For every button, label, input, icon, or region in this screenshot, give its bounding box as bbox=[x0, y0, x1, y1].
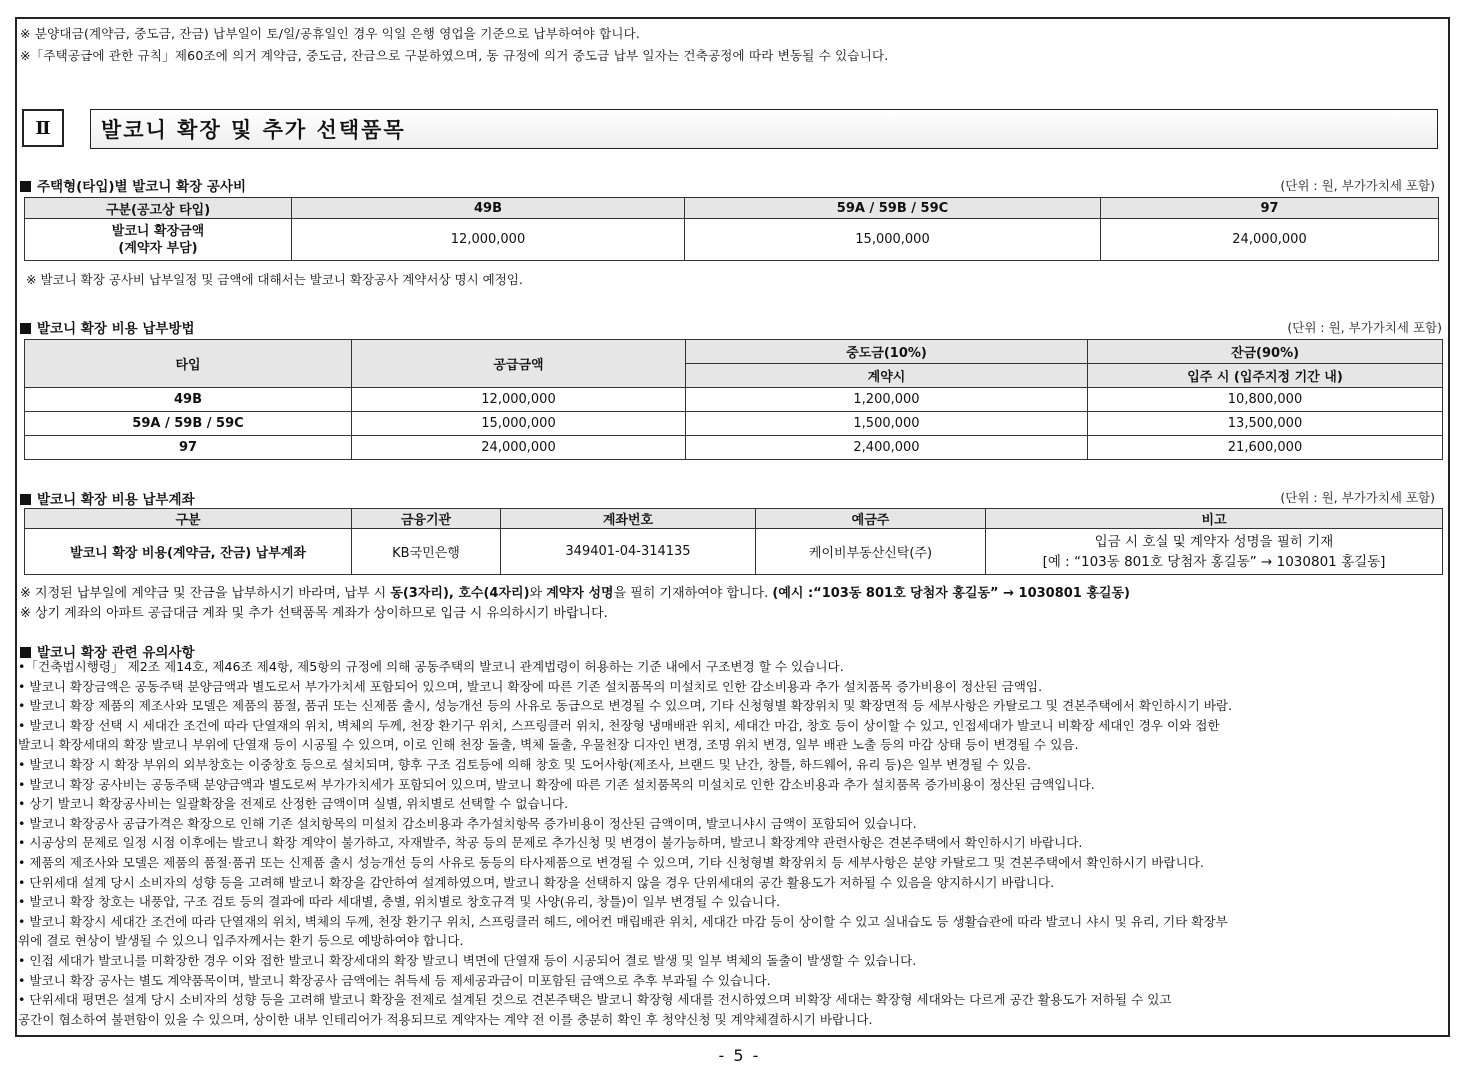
table2-header-balance: 잔금(90%) bbox=[1088, 340, 1443, 364]
table-row: 발코니 확장 비용(계약금, 잔금) 납부계좌 KB국민은행 349401-04-314135 케이비부동산신탁(주) 입금 시 호실 및 계약자 성명을 필히 기재 [예 : “103동 801호 당첨자 홍길동” → 1030801 홍길동] bbox=[25, 529, 1443, 575]
table-row: 49B 12,000,000 1,200,000 10,800,000 bbox=[25, 388, 1443, 412]
list-item: 발코니 확장세대의 확장 발코니 부위에 단열재 등이 시공될 수 있으며, 이로 인해 천장 돌출, 벽체 돌출, 우물천장 디자인 변경, 조명 위치 변경, 일부 배관 노출 등의 마감 상태 등이 변경될 수 있음. bbox=[18, 737, 1079, 753]
list-item: • 발코니 확장 창호는 내풍압, 구조 검토 등의 결과에 따라 세대별, 층별, 위치별로 창호규격 및 사양(유리, 창틀)이 일부 변경될 수 있습니다. bbox=[18, 894, 781, 910]
table2-header-type: 타입 bbox=[25, 340, 352, 388]
list-item: • 발코니 확장 공사는 별도 계약품목이며, 발코니 확장공사 금액에는 취득세 등 제세공과금이 미포함된 금액으로 추후 부과될 수 있습니다. bbox=[18, 972, 771, 988]
table1-row-label: 발코니 확장금액 (계약자 부담) bbox=[25, 219, 292, 261]
top-note-1: ※ 분양대금(계약금, 중도금, 잔금) 납부일이 토/일/공휴일인 경우 익일 은행 영업을 기준으로 납부하여야 합니다. bbox=[20, 26, 641, 41]
table1-header-cell: 49B bbox=[292, 198, 685, 219]
table1-value-cell: 12,000,000 bbox=[292, 219, 685, 261]
table3-header-cell: 금융기관 bbox=[352, 509, 501, 529]
cautions-list bbox=[18, 657, 1232, 1029]
list-item: • 단위세대 평면은 설계 당시 소비자의 성향 등을 고려해 발코니 확장을 전제로 설계된 것으로 견본주택은 발코니 확장형 세대를 전시하였으며 비확장 세대는 확장형 세대와는 다르게 공간 활용도가 저하될 수 있고 bbox=[18, 992, 1172, 1008]
list-item: • 제품의 제조사와 모델은 제품의 품절·품귀 또는 신제품 출시 성능개선 등의 사유로 동등의 타사제품으로 변경될 수 있으며, 기타 신청형별 확장위치 등 세부사항은 분양 카탈로그 및 견본주택에서 확인하시기 바랍니다. bbox=[18, 854, 1204, 870]
section-title: 발코니 확장 및 추가 선택품목 bbox=[90, 109, 1438, 149]
table2-header-mid-sub: 계약시 bbox=[686, 364, 1088, 388]
table3-header-cell: 계좌번호 bbox=[501, 509, 756, 529]
table2-header-supply: 공급금액 bbox=[352, 340, 686, 388]
table3-heading: 발코니 확장 비용 납부계좌 bbox=[20, 488, 195, 508]
square-bullet-icon bbox=[20, 494, 31, 505]
table1-header-cell: 59A / 59B / 59C bbox=[685, 198, 1101, 219]
square-bullet-icon bbox=[20, 323, 31, 334]
table2-unit: (단위 : 원, 부가가치세 포함) bbox=[1287, 320, 1442, 335]
list-item: • 발코니 확장 시 확장 부위의 외부창호는 이중창호 등으로 설치되며, 향후 구조 검토등에 의해 창호 및 도어사항(제조사, 브랜드 및 난간, 창틀, 하드웨어, 유리 등)은 일부 변경될 수 있음. bbox=[18, 756, 1032, 772]
list-item: •「건축법시행령」 제2조 제14호, 제46조 제4항, 제5항의 규정에 의해 공동주택의 발코니 관계법령이 허용하는 기준 내에서 구조변경 할 수 있습니다. bbox=[18, 659, 844, 674]
list-item: 공간이 협소하여 불편함이 있을 수 있으며, 상이한 내부 인테리어가 적용되므로 계약자는 계약 전 이를 충분히 확인 후 청약신청 및 계약체결하시기 바랍니다. bbox=[18, 1011, 873, 1027]
list-item: • 발코니 확장시 세대간 조건에 따라 단열재의 위치, 벽체의 두께, 천장 환기구 위치, 스프링클러 헤드, 에어컨 매립배관 위치, 세대간 마감 등이 상이할 수 있고 실내습도 등 생활습관에 따라 발코니 샤시 및 유리, 기타 확장부 bbox=[18, 913, 1228, 929]
list-item: • 발코니 확장 선택 시 세대간 조건에 따라 단열재의 위치, 벽체의 두께, 천장 환기구 위치, 스프링클러 위치, 천장형 냉매배관 위치, 세대간 마감, 창호 등이 상이할 수 있고, 인접세대가 발코니 비확장 세대인 경우 이와 접한 bbox=[18, 717, 1220, 733]
table2 bbox=[24, 339, 1443, 460]
list-item: • 발코니 확장금액은 공동주택 분양금액과 별도로서 부가가치세 포함되어 있으며, 발코니 확장에 따른 기존 설치품목의 미설치로 인한 감소비용과 추가 설치품목 증가비용이 정산된 금액임. bbox=[18, 678, 1043, 694]
table3 bbox=[24, 508, 1443, 575]
list-item: • 발코니 확장 공사비는 공동주택 분양금액과 별도로써 부가가치세가 포함되어 있으며, 발코니 확장에 따른 기존 설치품목의 미설치로 인한 감소비용과 추가 설치품목 증가비용이 정산된 금액입니다. bbox=[18, 776, 1095, 792]
list-item: • 인접 세대가 발코니를 미확장한 경우 이와 접한 발코니 확장세대의 확장 발코니 벽면에 단열재 등이 시공되어 결로 발생 및 일부 벽체의 돌출이 발생할 수 있습니다. bbox=[18, 952, 917, 968]
table3-header-cell: 예금주 bbox=[756, 509, 986, 529]
list-item: 위에 결로 현상이 발생될 수 있으니 입주자께서는 환기 등으로 예방하여야 합니다. bbox=[18, 933, 464, 949]
table3-unit: (단위 : 원, 부가가치세 포함) bbox=[1280, 490, 1435, 505]
table1-value-cell: 15,000,000 bbox=[685, 219, 1101, 261]
list-item: • 발코니 확장공사 공급가격은 확장으로 인해 기존 설치항목의 미설치 감소비용과 추가설치항목 증가비용이 정산된 금액이며, 발코니샤시 금액이 포함되어 있습니다. bbox=[18, 815, 917, 831]
page-number: - 5 - bbox=[718, 1046, 761, 1065]
section-number: Ⅱ bbox=[22, 109, 64, 147]
table1 bbox=[24, 197, 1439, 261]
table1-unit: (단위 : 원, 부가가치세 포함) bbox=[1280, 178, 1435, 193]
square-bullet-icon bbox=[20, 181, 31, 192]
list-item: • 상기 발코니 확장공사비는 일괄확장을 전제로 산정한 금액이며 실별, 위치별로 선택할 수 없습니다. bbox=[18, 796, 569, 812]
table2-header-balance-sub: 입주 시 (입주지정 기간 내) bbox=[1088, 364, 1443, 388]
list-item: • 시공상의 문제로 일정 시점 이후에는 발코니 확장 계약이 불가하고, 자재발주, 착공 등의 문제로 추가신청 및 변경이 불가능하며, 발코니 확장계약 관련사항은 견본주택에서 확인하시기 바랍니다. bbox=[18, 835, 1083, 851]
table1-header-cell: 구분(공고상 타입) bbox=[25, 198, 292, 219]
list-item: • 발코니 확장 제품의 제조사와 모델은 제품의 품절, 품귀 또는 신제품 출시, 성능개선 등의 사유로 동급으로 변경될 수 있으며, 기타 신청형별 확장위치 및 확장면적 등 세부사항은 카탈로그 및 견본주택에서 확인하시기 바람. bbox=[18, 698, 1233, 714]
table-row: 97 24,000,000 2,400,000 21,600,000 bbox=[25, 436, 1443, 460]
table3-header-cell: 비고 bbox=[986, 509, 1443, 529]
table3-note-1: ※ 지정된 납부일에 계약금 및 잔금을 납부하시기 바라며, 납부 시 동(3자리), 호수(4자리)와 계약자 성명을 필히 기재하여야 합니다. (예시 :“103동 801호 당첨자 홍길동” → 1030801 홍길동) bbox=[20, 586, 1130, 601]
table-row: 59A / 59B / 59C 15,000,000 1,500,000 13,500,000 bbox=[25, 412, 1443, 436]
table3-note-2: ※ 상기 계좌의 아파트 공급대금 계좌 및 추가 선택품목 계좌가 상이하므로 입금 시 유의하시기 바랍니다. bbox=[20, 606, 608, 621]
table2-heading: 발코니 확장 비용 납부방법 bbox=[20, 317, 195, 337]
table1-header-cell: 97 bbox=[1101, 198, 1439, 219]
table3-header-cell: 구분 bbox=[25, 509, 352, 529]
table2-header-mid: 중도금(10%) bbox=[686, 340, 1088, 364]
list-item: • 단위세대 설계 당시 소비자의 성향 등을 고려해 발코니 확장을 감안하여 설계하였으며, 발코니 확장을 선택하지 않을 경우 단위세대의 공간 활용도가 저하될 수 있음을 양지하시기 바랍니다. bbox=[18, 874, 1055, 890]
table1-note: ※ 발코니 확장 공사비 납부일정 및 금액에 대해서는 발코니 확장공사 계약서상 명시 예정임. bbox=[26, 272, 523, 287]
table3-remark: 입금 시 호실 및 계약자 성명을 필히 기재 [예 : “103동 801호 당첨자 홍길동” → 1030801 홍길동] bbox=[986, 529, 1443, 575]
table1-value-cell: 24,000,000 bbox=[1101, 219, 1439, 261]
section-header bbox=[22, 109, 1438, 149]
cautions-heading: 발코니 확장 관련 유의사항 bbox=[20, 641, 195, 661]
table1-heading: 주택형(타입)별 발코니 확장 공사비 bbox=[20, 175, 246, 195]
top-note-2: ※「주택공급에 관한 규칙」제60조에 의거 계약금, 중도금, 잔금으로 구분하였으며, 동 규정에 의거 중도금 납부 일자는 건축공정에 따라 변동될 수 있습니다. bbox=[20, 48, 889, 63]
